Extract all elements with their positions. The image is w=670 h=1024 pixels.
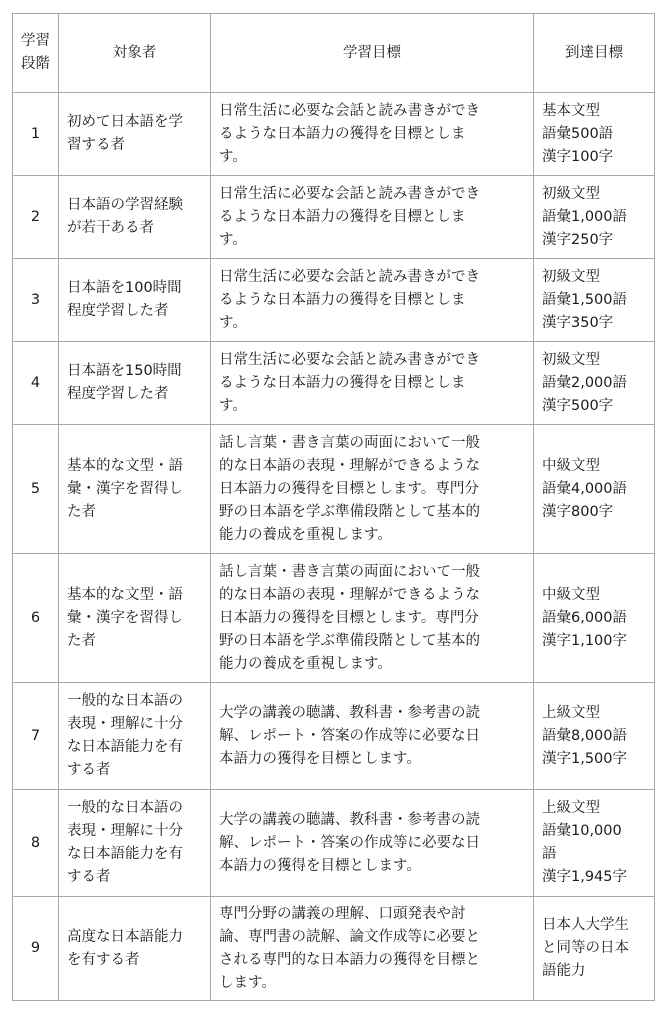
target-text: 日本語の学習経験 が若干ある者 [67,197,183,236]
stage-number: 7 [13,683,59,790]
attainment-text: 初級文型 語彙2,000語 漢字500字 [542,351,628,414]
stage-number: 4 [13,342,59,425]
table-row [13,425,655,554]
target-cell [59,176,211,259]
header-attainment: 到達目標 [534,14,655,93]
goal-cell [211,683,534,790]
attainment-text: 初級文型 語彙1,000語 漢字250字 [542,185,628,248]
attainment-text: 基本文型 語彙500語 漢字100字 [542,102,614,165]
goal-text: 話し言葉・書き言葉の両面において一般 的な日本語の表現・理解ができるような 日本語力の獲得を目標とします。専門分 野の日本語を学ぶ準備段階として基本的 能力の養成を重視します。 [219,563,480,672]
attainment-cell [534,683,655,790]
stage-number: 5 [13,425,59,554]
attainment-cell [534,897,655,1001]
target-cell [59,259,211,342]
goal-cell [211,554,534,683]
goal-cell [211,790,534,897]
table-row [13,790,655,897]
target-cell [59,790,211,897]
goal-text: 日常生活に必要な会話と読み書きができ るような日本語力の獲得を目標としま す。 [219,268,480,331]
stage-number: 1 [13,93,59,176]
goal-text: 日常生活に必要な会話と読み書きができ るような日本語力の獲得を目標としま す。 [219,351,480,414]
header-stage: 学習 段階 [13,14,59,93]
attainment-text: 中級文型 語彙4,000語 漢字800字 [542,457,628,520]
attainment-cell [534,342,655,425]
target-text: 日本語を100時間 程度学習した者 [67,280,182,319]
stage-number: 9 [13,897,59,1001]
attainment-cell [534,93,655,176]
target-text: 基本的な文型・語 彙・漢字を習得し た者 [67,586,183,649]
goal-text: 専門分野の講義の理解、口頭発表や討 論、専門書の読解、論文作成等に必要と される専門的な日本語力の獲得を目標と します。 [219,905,480,991]
stage-number: 8 [13,790,59,897]
goal-text: 日常生活に必要な会話と読み書きができ るような日本語力の獲得を目標としま す。 [219,102,480,165]
table-row [13,897,655,1001]
attainment-text: 初級文型 語彙1,500語 漢字350字 [542,268,628,331]
table-row [13,683,655,790]
curriculum-table [12,13,655,1001]
target-text: 初めて日本語を学 習する者 [67,114,183,153]
goal-cell [211,93,534,176]
target-cell [59,897,211,1001]
goal-text: 話し言葉・書き言葉の両面において一般 的な日本語の表現・理解ができるような 日本語力の獲得を目標とします。専門分 野の日本語を学ぶ準備段階として基本的 能力の養成を重視します。 [219,434,480,543]
stage-number: 6 [13,554,59,683]
target-cell [59,425,211,554]
target-text: 一般的な日本語の 表現・理解に十分 な日本語能力を有 する者 [67,800,183,885]
target-text: 高度な日本語能力 を有する者 [67,928,183,968]
goal-cell [211,342,534,425]
goal-cell [211,259,534,342]
goal-text: 日常生活に必要な会話と読み書きができ るような日本語力の獲得を目標としま す。 [219,185,480,248]
attainment-cell [534,425,655,554]
target-text: 基本的な文型・語 彙・漢字を習得し た者 [67,457,183,520]
header-row [13,14,655,93]
target-cell [59,93,211,176]
goal-cell [211,425,534,554]
stage-number: 3 [13,259,59,342]
stage-number: 2 [13,176,59,259]
table-row [13,342,655,425]
attainment-text: 中級文型 語彙6,000語 漢字1,100字 [542,586,628,649]
goal-cell [211,897,534,1001]
table-row [13,259,655,342]
header-goal: 学習目標 [211,14,534,93]
target-cell [59,342,211,425]
attainment-cell [534,176,655,259]
table-row [13,176,655,259]
attainment-text: 日本人大学生 と同等の日本 語能力 [542,917,629,979]
attainment-text: 上級文型 語彙8,000語 漢字1,500字 [542,704,628,767]
attainment-cell [534,554,655,683]
attainment-text: 上級文型 語彙10,000 語 漢字1,945字 [542,800,628,885]
attainment-cell [534,790,655,897]
goal-text: 大学の講義の聴講、教科書・参考書の読 解、レポート・答案の作成等に必要な日 本語力の獲得を目標とします。 [219,811,480,874]
header-target: 対象者 [59,14,211,93]
target-cell [59,683,211,790]
target-text: 日本語を150時間 程度学習した者 [67,363,182,402]
goal-text: 大学の講義の聴講、教科書・参考書の読 解、レポート・答案の作成等に必要な日 本語力の獲得を目標とします。 [219,704,480,767]
attainment-cell [534,259,655,342]
table-row [13,554,655,683]
curriculum-table-container [12,13,655,1001]
target-text: 一般的な日本語の 表現・理解に十分 な日本語能力を有 する者 [67,693,183,778]
target-cell [59,554,211,683]
table-row [13,93,655,176]
goal-cell [211,176,534,259]
